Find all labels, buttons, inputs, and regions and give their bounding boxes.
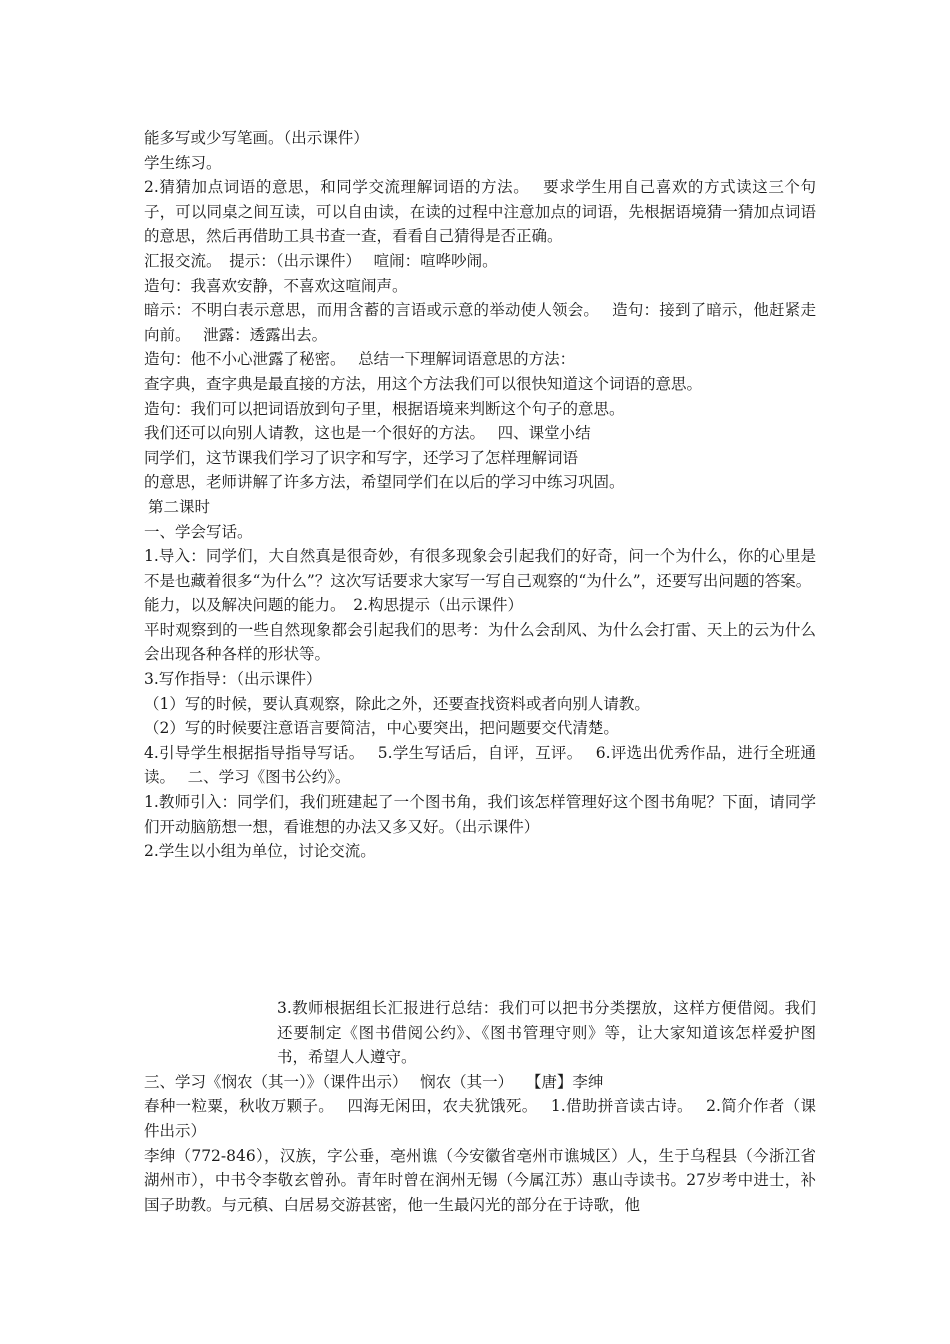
paragraph: 的意思，老师讲解了许多方法，希望同学们在以后的学习中练习巩固。 xyxy=(144,473,625,492)
paragraph: 学生练习。 xyxy=(144,153,222,172)
paragraph: 平时观察到的一些自然现象都会引起我们的思考：为什么会刮风、为什么会打雷、天上的云为什么会出现各种各样的形状等。 xyxy=(144,620,816,664)
paragraph: 能多写或少写笔画。（出示课件） xyxy=(144,129,369,147)
section-heading: 一、学会写话。 xyxy=(144,522,253,541)
paragraph: 3.写作指导：（出示课件） xyxy=(144,670,322,689)
paragraph: 4.引导学生根据指导指导写话。 5.学生写话后，自评，互评。 6.评选出优秀作品，进行全班通读。 二、学习《图书公约》。 xyxy=(144,743,816,787)
paragraph: 我们还可以向别人请教，这也是一个很好的方法。 四、课堂小结 xyxy=(144,424,591,443)
paragraph: 春种一粒粟，秋收万颗子。 四海无闲田，农夫犹饿死。 1.借助拼音读古诗。 2.简介作者（课件出示） xyxy=(144,1097,816,1140)
paragraph: 造句：我们可以把词语放到句子里，根据语境来判断这个句子的意思。 xyxy=(144,399,625,418)
paragraph: 李绅（772-846），汉族，字公垂，亳州谯（今安徽省亳州市谯城区）人，生于乌程县（今浙江省湖州市），中书令李敬玄曾孙。青年时曾在润州无锡（今属江苏）惠山寺读书。27岁考中进士，补国子助教。与元稹、白居易交游甚密，他一生最闪光的部分在于诗歌，他 xyxy=(144,1146,816,1214)
paragraph: 1.导入：同学们，大自然真是很奇妙，有很多现象会引起我们的好奇，问一个为什么，你的心里是不是也藏着很多“为什么”？这次写话要求大家写一写自己观察的“为什么”，还要写出问题的答案。 xyxy=(144,547,816,590)
paragraph: 2.学生以小组为单位，讨论交流。 xyxy=(144,842,376,861)
paragraph: 能力，以及解决问题的能力。 2.构思提示（出示课件） xyxy=(144,596,524,615)
paragraph: 造句：他不小心泄露了秘密。 总结一下理解词语意思的方法： xyxy=(144,350,576,369)
paragraph: （1）写的时候，要认真观察，除此之外，还要查找资料或者向别人请教。 xyxy=(144,694,650,713)
paragraph: 2.猜猜加点词语的意思，和同学交流理解词语的方法。 要求学生用自己喜欢的方式读这三个句子，可以同桌之间互读，可以自由读，在读的过程中注意加点的词语，先根据语境猜一猜加点词语的意思，然后再借助工具书查一查，看看自己猜得是否正确。 xyxy=(144,178,816,246)
paragraph: 造句：我喜欢安静，不喜欢这喧闹声。 xyxy=(144,276,408,295)
paragraph: 汇报交流。 提示：（出示课件） 喧闹：喧哗吵闹。 xyxy=(144,251,498,270)
paragraph: 1.教师引入：同学们，我们班建起了一个图书角，我们该怎样管理好这个图书角呢？下面，请同学们开动脑筋想一想，看谁想的办法又多又好。（出示课件） xyxy=(144,793,816,836)
paragraph: 同学们，这节课我们学习了识字和写字，还学习了怎样理解词语 xyxy=(144,448,579,467)
paragraph: 查字典，查字典是最直接的方法，用这个方法我们可以很快知道这个词语的意思。 xyxy=(144,374,703,393)
paragraph: （2）写的时候要注意语言要简洁，中心要突出，把问题要交代清楚。 xyxy=(144,719,619,738)
paragraph: 暗示：不明白表示意思，而用含蓄的言语或示意的举动使人领会。 造句：接到了暗示，他赶紧走向前。 泄露：透露出去。 xyxy=(144,301,816,344)
section-heading: 第二课时 xyxy=(148,497,211,516)
lesson-text-upper xyxy=(144,126,816,864)
paragraph: 3.教师根据组长汇报进行总结：我们可以把书分类摆放，这样方便借阅。我们还要制定《图书借阅公约》、《图书管理守则》等，让大家知道该怎样爱护图书，希望人人遵守。 xyxy=(277,999,816,1067)
lesson-text-lower xyxy=(144,996,816,1217)
paragraph: 三、学习《悯农（其一）》（课件出示） 悯农（其一） 【唐】李绅 xyxy=(144,1072,604,1091)
